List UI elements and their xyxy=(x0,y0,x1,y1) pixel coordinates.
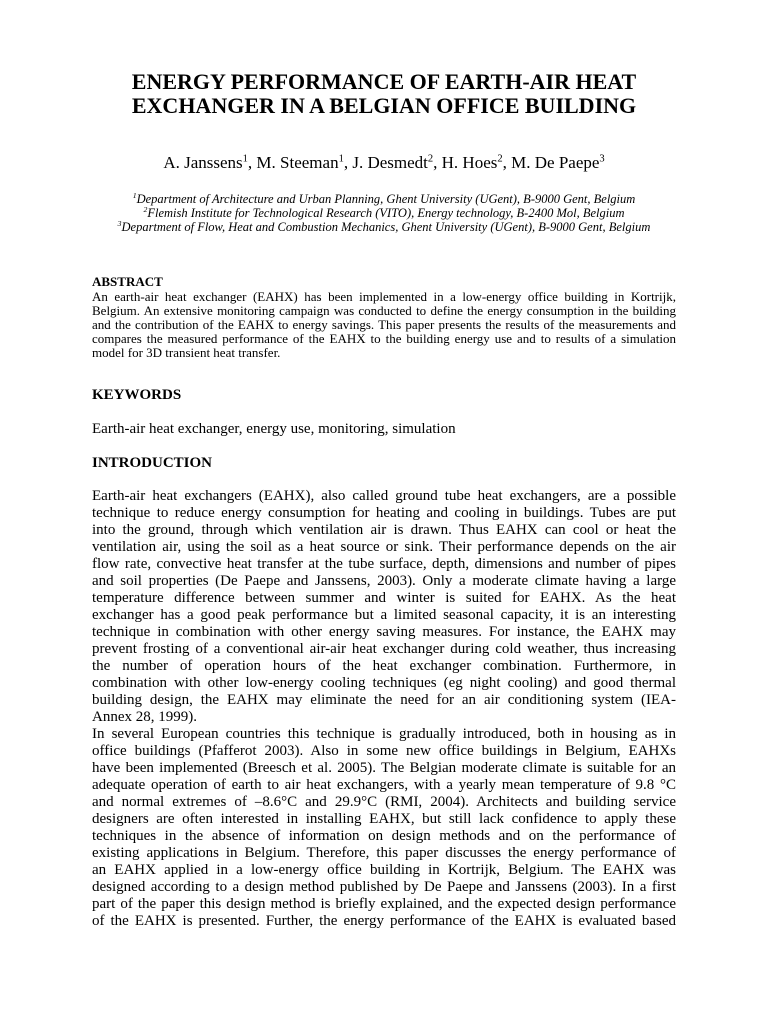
author-separator: , xyxy=(433,153,442,172)
affiliation-text: Department of Architecture and Urban Planning, Ghent University (UGent), B-9000 Gent, Belgium xyxy=(136,192,636,206)
abstract-line: An earth-air heat exchanger (EAHX) has been implemented in a low-energy office building in Kortrijk, xyxy=(92,289,676,304)
author-separator: , xyxy=(247,153,257,172)
author-affiliation-mark: 1 xyxy=(242,153,248,165)
title-line: ENERGY PERFORMANCE OF EARTH-AIR HEAT xyxy=(131,69,637,94)
keywords-heading: KEYWORDS xyxy=(92,387,182,403)
affiliation-line xyxy=(0,220,768,234)
affiliation-text: Department of Flow, Heat and Combustion Mechanics, Ghent University (UGent), B-9000 Gent, Belgium xyxy=(121,220,651,234)
introduction-line: prevent frosting of a conventional air-air heat exchanger during cold weather, thus increasing xyxy=(92,641,676,657)
introduction-line: part of the paper this design method is briefly explained, and the expected design performance xyxy=(92,896,676,912)
affiliation-mark: 1 xyxy=(132,190,137,200)
affiliation-mark: 3 xyxy=(117,218,122,228)
author-separator: , xyxy=(502,153,512,172)
introduction-line: Earth-air heat exchangers (EAHX), also called ground tube heat exchangers, are a possible xyxy=(92,488,676,504)
introduction-line: combination with other low-energy cooling techniques (eg night cooling) and good thermal xyxy=(92,675,676,691)
introduction-line: temperature difference between summer and winter is suited for EAHX. As the heat xyxy=(92,590,676,606)
introduction-line: and soil properties (De Paepe and Janssens, 2003). Only a moderate climate having a large xyxy=(92,573,676,589)
author-affiliation-mark: 3 xyxy=(599,153,605,165)
affiliation-mark: 2 xyxy=(143,204,148,214)
introduction-paragraph xyxy=(92,726,676,930)
introduction-line: technique to reduce energy consumption for heating and cooling in buildings. Tubes are put xyxy=(92,505,676,521)
introduction-line: building design, the EAHX may eliminate the need for an air conditioning system (IEA- xyxy=(92,692,676,708)
author-name: M. Steeman xyxy=(256,153,339,172)
introduction-line: and normal extremes of –8.6°C and 29.9°C (RMI, 2004). Architects and building service xyxy=(92,794,676,810)
abstract-line: and the contribution of the EAHX to energy savings. This paper presents the results of the measurements and xyxy=(92,317,676,332)
author-affiliation-mark: 2 xyxy=(497,153,503,165)
introduction-line: office buildings (Pfafferot 2003). Also in some new office buildings in Belgium, EAHXs xyxy=(92,743,676,759)
affiliation-line xyxy=(0,192,768,206)
abstract-line: compares the measured performance of the EAHX to the building energy use and to results of a simulation xyxy=(92,331,676,346)
authors-line xyxy=(0,153,768,173)
introduction-line: designers are often interested in installing EAHX, but still lack confidence to apply these xyxy=(92,811,676,827)
introduction-line: into the ground, through which ventilation air is drawn. Thus EAHX can cool or heat the xyxy=(92,522,676,538)
author-separator: , xyxy=(343,153,353,172)
introduction-line: designed according to a design method published by De Paepe and Janssens (2003). In a first xyxy=(92,879,676,895)
title-line: EXCHANGER IN A BELGIAN OFFICE BUILDING xyxy=(131,93,637,118)
introduction-line: existing applications in Belgium. Therefore, this paper discusses the energy performance of xyxy=(92,845,676,861)
paper-title xyxy=(0,70,768,118)
author-name: H. Hoes xyxy=(441,153,498,172)
author-affiliation-mark: 2 xyxy=(427,153,434,165)
introduction-line: In several European countries this technique is gradually introduced, both in housing as in xyxy=(92,726,676,742)
affiliations xyxy=(0,192,768,234)
affiliation-text: Flemish Institute for Technological Research (VITO), Energy technology, B-2400 Mol, Belgium xyxy=(147,206,625,220)
introduction-paragraph xyxy=(92,488,676,726)
introduction-line: ventilation air, using the soil as a heat source or sink. Their performance depends on the air xyxy=(92,539,676,555)
abstract-heading: ABSTRACT xyxy=(92,274,163,289)
author-affiliation-mark: 1 xyxy=(338,153,344,165)
introduction-heading: INTRODUCTION xyxy=(92,455,213,471)
author-name: J. Desmedt xyxy=(352,153,428,172)
introduction-line: exchanger has a good peak performance but a limited seasonal capacity, it is an interesting xyxy=(92,607,676,623)
introduction-line: flow rate, convective heat transfer at the tube surface, depth, dimensions and number of pipes xyxy=(92,556,676,572)
introduction-line: adequate operation of earth to air heat exchangers, with a yearly mean temperature of 9.8 °C xyxy=(92,777,676,793)
introduction-line: an EAHX applied in a low-energy office building in Kortrijk, Belgium. The EAHX was xyxy=(92,862,676,878)
introduction-body xyxy=(92,488,676,930)
introduction-line: techniques in the absence of information on design methods and on the performance of xyxy=(92,828,676,844)
introduction-line: have been implemented (Breesch et al. 2005). The Belgian moderate climate is suitable for an xyxy=(92,760,676,776)
author-name: M. De Paepe xyxy=(511,153,600,172)
keywords-text: Earth-air heat exchanger, energy use, monitoring, simulation xyxy=(92,421,456,437)
abstract-line: Belgium. An extensive monitoring campaign was conducted to define the energy consumption in the building xyxy=(92,303,676,318)
abstract-line: model for 3D transient heat transfer. xyxy=(92,345,281,360)
affiliation-line xyxy=(0,206,768,220)
introduction-line: technique in combination with other energy saving measures. For instance, the EAHX may xyxy=(92,624,676,640)
introduction-line: Annex 28, 1999). xyxy=(92,709,197,725)
introduction-line: of the EAHX is presented. Further, the energy performance of the EAHX is evaluated based xyxy=(92,913,676,929)
author-name: A. Janssens xyxy=(163,153,243,172)
abstract-body xyxy=(92,290,676,360)
introduction-line: the number of operation hours of the heat exchanger combination. Furthermore, in xyxy=(92,658,676,674)
